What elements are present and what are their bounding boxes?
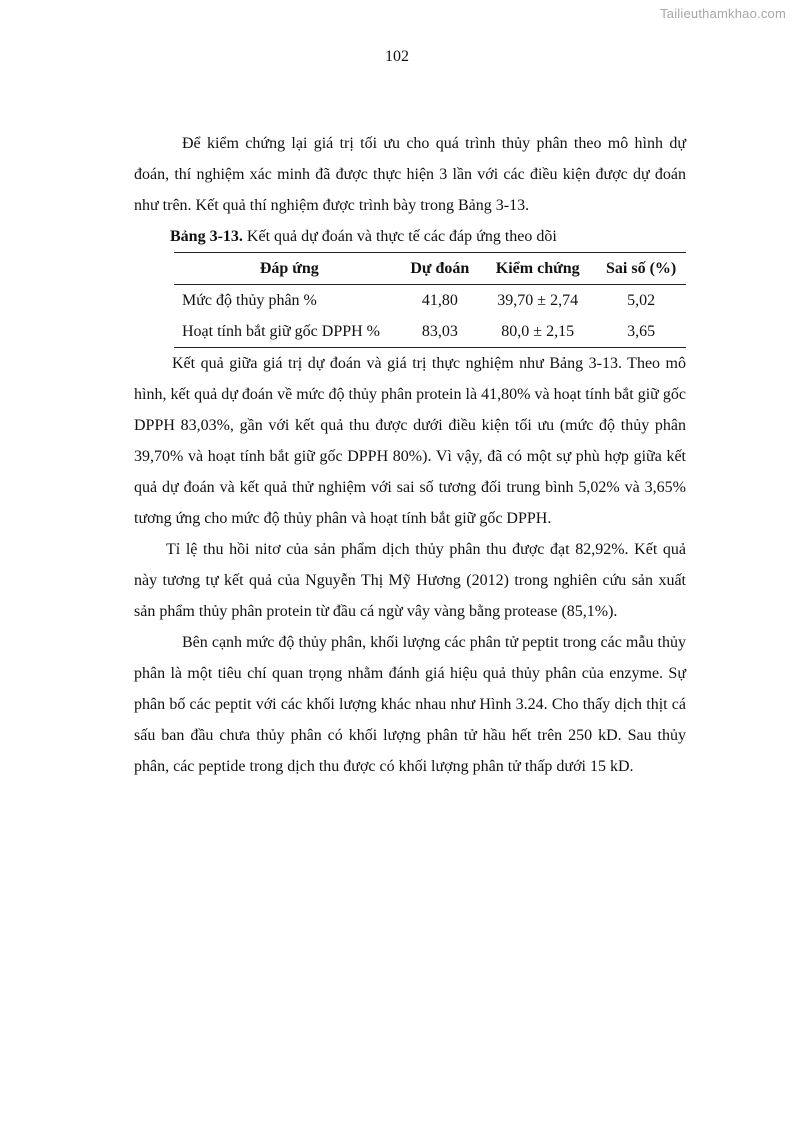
- table-caption-text: Kết quả dự đoán và thực tế các đáp ứng theo dõi: [242, 228, 557, 245]
- header-error: Sai số (%): [596, 253, 686, 285]
- paragraph-verification: Để kiểm chứng lại giá trị tối ưu cho quá trình thủy phân theo mô hình dự đoán, thí nghiệm xác minh đã được thực hiện 3 lần với các điều kiện được dự đoán như trên. Kết quả thí nghiệm được trình bày trong Bảng 3-13.: [134, 135, 686, 214]
- cell-response: Mức độ thủy phân %: [182, 292, 317, 309]
- results-table: [174, 252, 686, 348]
- cell-predicted: 41,80: [421, 292, 458, 309]
- header-verified: Kiểm chứng: [479, 253, 596, 285]
- paragraph-peptide-distribution: Bên cạnh mức độ thủy phân, khối lượng các phân tử peptit trong các mẫu thủy phân là một tiêu chí quan trọng nhằm đánh giá hiệu quả thủy phân của enzyme. Sự phân bố các peptit với các khối lượng khác nhau như Hình 3.24. Cho thấy dịch thịt cá sấu ban đầu chưa thủy phân có khối lượng phân tử hầu hết trên 250 kD. Sau thủy phân, các peptide trong dịch thu được có khối lượng phân tử thấp dưới 15 kD.: [134, 634, 686, 775]
- watermark: Tailieuthamkhao.com: [660, 6, 786, 21]
- paragraph-nitrogen-recovery: Tỉ lệ thu hồi nitơ của sản phẩm dịch thủy phân thu được đạt 82,92%. Kết quả này tương tự kết quả của Nguyễn Thị Mỹ Hương (2012) trong nghiên cứu sản xuất sản phẩm thủy phân protein từ đầu cá ngừ vây vàng bằng protease (85,1%).: [134, 541, 686, 620]
- cell-response: Hoạt tính bắt giữ gốc DPPH %: [174, 316, 401, 348]
- cell-error: 5,02: [627, 292, 656, 309]
- cell-verified: 39,70 ± 2,74: [497, 292, 579, 309]
- table-caption: [134, 221, 686, 252]
- cell-predicted: 83,03: [401, 316, 480, 348]
- table-row: [174, 316, 686, 348]
- table-row: [174, 285, 686, 317]
- paragraph-comparison: Kết quả giữa giá trị dự đoán và giá trị thực nghiệm như Bảng 3-13. Theo mô hình, kết quả dự đoán về mức độ thủy phân protein là 41,80% và hoạt tính bắt giữ gốc DPPH 83,03%, gần với kết quả thu được dưới điều kiện tối ưu (mức độ thủy phân 39,70% và hoạt tính bắt giữ gốc DPPH 80%). Vì vậy, đã có một sự phù hợp giữa kết quả dự đoán và kết quả thử nghiệm với sai số tương đối trung bình 5,02% và 3,65% tương ứng cho mức độ thủy phân và hoạt tính bắt giữ gốc DPPH.: [134, 355, 686, 527]
- header-predicted: Dự đoán: [401, 253, 480, 285]
- cell-verified: 80,0 ± 2,15: [479, 316, 596, 348]
- cell-error: 3,65: [596, 316, 686, 348]
- document-body: [134, 128, 686, 782]
- page-number: 102: [385, 48, 409, 65]
- table-header-row: [174, 253, 686, 285]
- header-response: Đáp ứng: [174, 253, 401, 285]
- table-caption-label: Bảng 3-13.: [170, 228, 243, 245]
